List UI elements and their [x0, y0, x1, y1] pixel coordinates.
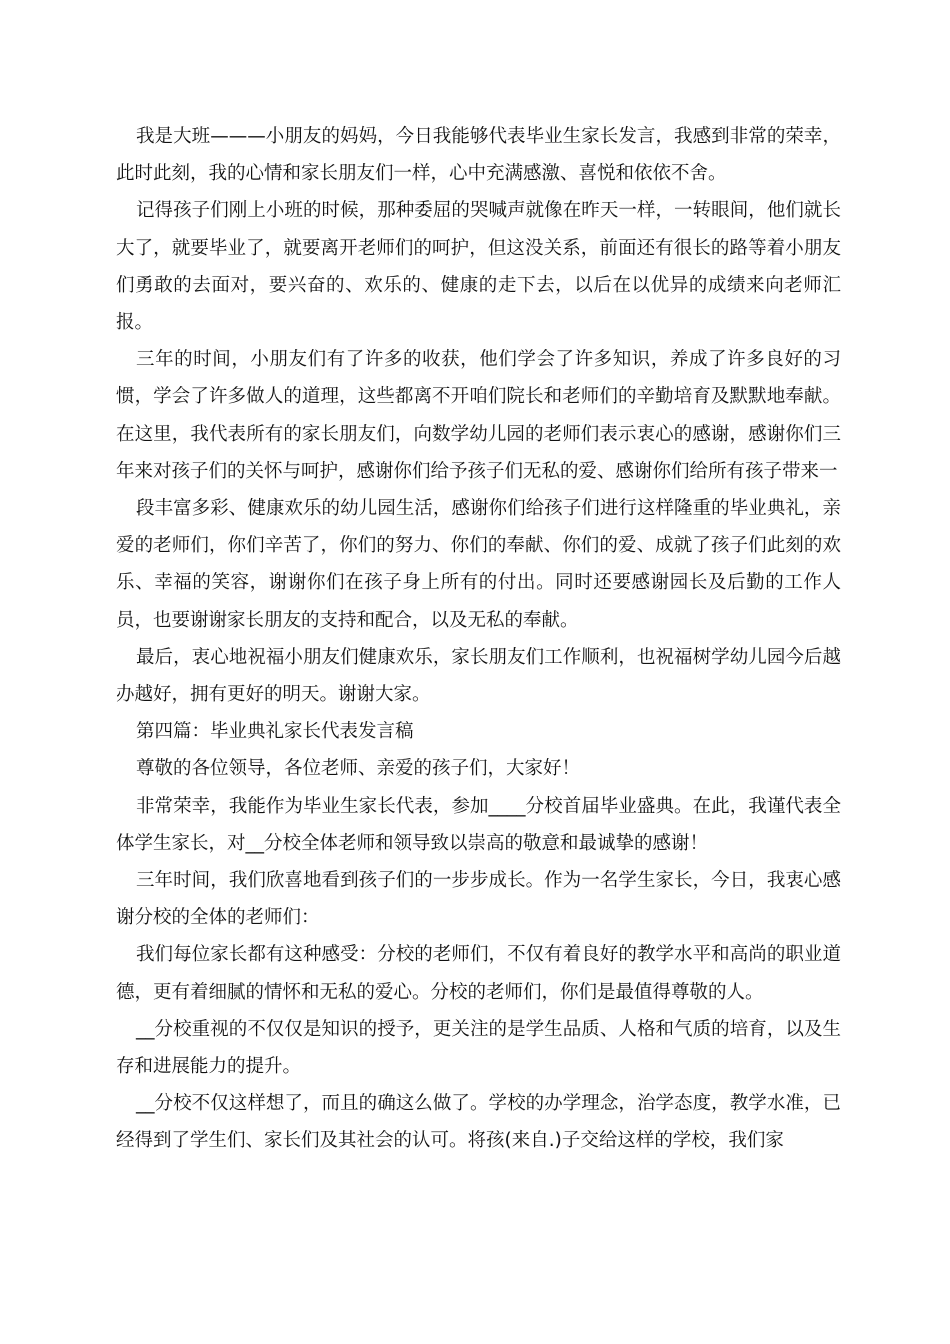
salutation: 尊敬的各位领导，各位老师、亲爱的孩子们，大家好！ [136, 758, 581, 780]
section-heading: 第四篇：毕业典礼家长代表发言稿 [136, 721, 414, 743]
paragraph: 最后，衷心地祝福小朋友们健康欢乐，家长朋友们工作顺利，也祝福树学幼儿园今后越办越好，拥有更好的明天。谢谢大家。 [116, 646, 841, 706]
paragraph: 非常荣幸，我能作为毕业生家长代表，参加____分校首届毕业盛典。在此，我谨代表全体学生家长，对__分校全体老师和领导致以崇高的敬意和最诚挚的感谢！ [116, 795, 841, 854]
paragraph: 三年时间，我们欣喜地看到孩子们的一步步成长。作为一名学生家长，今日，我衷心感谢分校的全体的老师们： [116, 870, 841, 929]
paragraph: __分校重视的不仅仅是知识的授予，更关注的是学生品质、人格和气质的培育，以及生存和进展能力的提升。 [116, 1018, 841, 1078]
paragraph: 我是大班———小朋友的妈妈，今日我能够代表毕业生家长发言，我感到非常的荣幸，此时此刻，我的心情和家长朋友们一样，心中充满感激、喜悦和依依不舍。 [116, 126, 841, 185]
document-page [116, 118, 841, 1160]
paragraph: 段丰富多彩、健康欢乐的幼儿园生活，感谢你们给孩子们进行这样隆重的毕业典礼，亲爱的老师们，你们辛苦了，你们的努力、你们的奉献、你们的爱、成就了孩子们此刻的欢乐、幸福的笑容，谢谢你们在孩子身上所有的付出。同时还要感谢园长及后勤的工作人员，也要谢谢家长朋友的支持和配合，以及无私的奉献。 [116, 498, 841, 631]
paragraph: 三年的时间，小朋友们有了许多的收获，他们学会了许多知识，养成了许多良好的习惯，学会了许多做人的道理，这些都离不开咱们院长和老师们的辛勤培育及默默地奉献。在这里，我代表所有的家长朋友们，向数学幼儿园的老师们表示衷心的感谢，感谢你们三年来对孩子们的关怀与呵护，感谢你们给予孩子们无私的爱、感谢你们给所有孩子带来一 [116, 349, 841, 482]
paragraph: 记得孩子们刚上小班的时候，那种委屈的哭喊声就像在昨天一样，一转眼间，他们就长大了，就要毕业了，就要离开老师们的呵护，但这没关系，前面还有很长的路等着小朋友们勇敢的去面对，要兴奋的、欢乐的、健康的走下去，以后在以优异的成绩来向老师汇报。 [116, 200, 841, 334]
paragraph: 我们每位家长都有这种感受：分校的老师们，不仅有着良好的教学水平和高尚的职业道德，更有着细腻的情怀和无私的爱心。分校的老师们，你们是最值得尊敬的人。 [116, 944, 841, 1003]
paragraph: __分校不仅这样想了，而且的确这么做了。学校的办学理念，治学态度，教学水准，已经得到了学生们、家长们及其社会的认可。将孩(来自.)子交给这样的学校，我们家 [116, 1093, 841, 1152]
